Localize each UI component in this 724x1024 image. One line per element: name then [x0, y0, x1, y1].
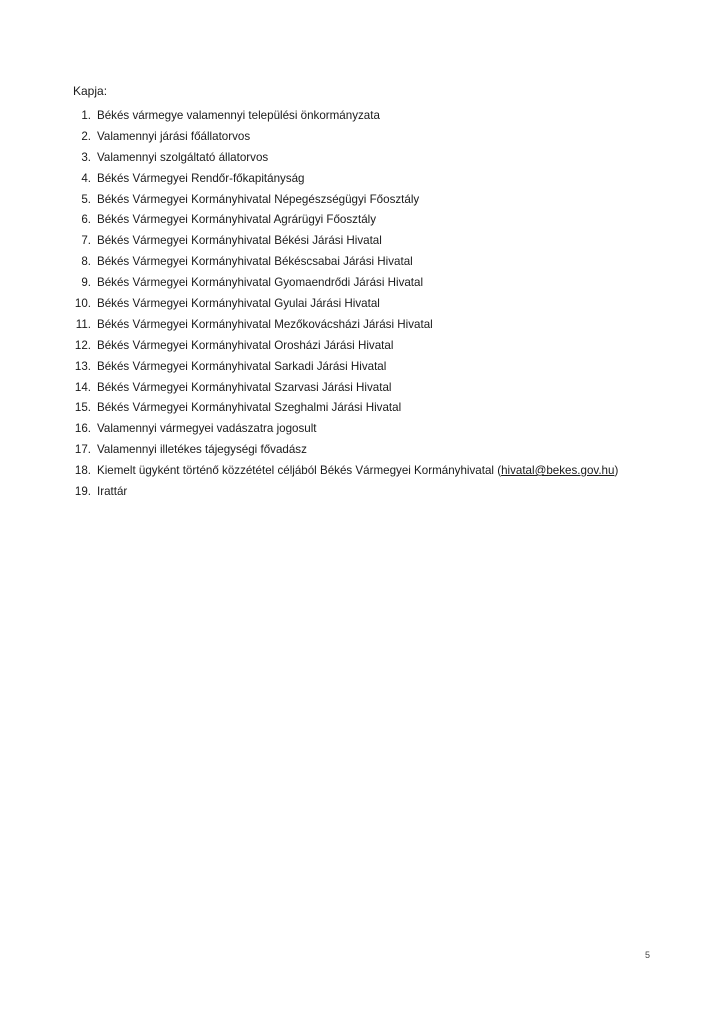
item-label: Irattár [97, 484, 128, 498]
item-text [97, 234, 382, 247]
item-number: 2. [81, 129, 91, 143]
item-number: 18. [74, 464, 91, 478]
item-text [97, 401, 401, 414]
recipient-item [67, 272, 618, 293]
item-label: Békés Vármegyei Kormányhivatal Békéscsabai Járási Hivatal [97, 255, 413, 269]
item-number: 9. [81, 276, 91, 290]
recipient-item [67, 230, 618, 251]
item-text [97, 276, 423, 289]
item-text [97, 381, 391, 394]
item-number: 10. [74, 296, 91, 310]
recipient-item [67, 314, 618, 335]
item-number: 7. [81, 234, 91, 248]
item-text [97, 485, 127, 498]
item-number: 14. [74, 380, 91, 394]
recipient-item [67, 251, 618, 272]
recipient-item [67, 105, 618, 126]
recipient-item [67, 356, 618, 377]
item-number: 13. [74, 359, 91, 373]
item-label: Békés Vármegyei Rendőr-főkapitányság [97, 171, 305, 185]
item-label: Valamennyi szolgáltató állatorvos [97, 150, 269, 164]
recipient-list [67, 105, 618, 502]
recipient-item [67, 147, 618, 168]
recipient-item [67, 418, 618, 439]
item-number: 8. [81, 255, 91, 269]
item-number: 6. [81, 213, 91, 227]
recipient-item [67, 481, 618, 502]
item-text [97, 464, 618, 477]
recipient-item [67, 460, 618, 481]
recipient-item [67, 439, 618, 460]
item-label: Békés Vármegyei Kormányhivatal Agrárügyi Főosztály [97, 213, 377, 227]
item-label: Békés Vármegyei Kormányhivatal Gyulai Járási Hivatal [97, 296, 380, 310]
item-number: 11. [75, 317, 91, 331]
item-text [97, 130, 250, 143]
item-label: Békés vármegye valamennyi települési önkormányzata [97, 108, 380, 122]
item-label: Békés Vármegyei Kormányhivatal Szarvasi Járási Hivatal [97, 380, 392, 394]
item-label: Békés Vármegyei Kormányhivatal Mezőkovácsházi Járási Hivatal [97, 317, 433, 331]
page-number: 5 [645, 950, 651, 960]
item-label: Békés Vármegyei Kormányhivatal Szeghalmi Járási Hivatal [97, 401, 402, 415]
item-text [97, 193, 419, 206]
recipient-item [67, 126, 618, 147]
item-label: Békés Vármegyei Kormányhivatal Békési Járási Hivatal [97, 234, 382, 248]
item-text [97, 360, 386, 373]
item-text [97, 255, 413, 268]
item-label: Békés Vármegyei Kormányhivatal Népegészségügyi Főosztály [97, 192, 420, 206]
recipient-item [67, 397, 618, 418]
recipient-item [67, 293, 618, 314]
item-number: 1. [81, 108, 91, 122]
item-number: 12. [74, 338, 91, 352]
recipient-item [67, 209, 618, 230]
item-text [97, 443, 307, 456]
item-number: 4. [81, 171, 91, 185]
item-text [97, 297, 380, 310]
item-text [97, 213, 376, 226]
distribution-heading: Kapja: [73, 84, 108, 98]
recipient-item [67, 377, 618, 398]
item-text [97, 339, 393, 352]
email-link[interactable]: hivatal@bekes.gov.hu [501, 464, 615, 478]
item-number: 15. [74, 401, 91, 415]
item-text [97, 422, 317, 435]
item-label: Kiemelt ügyként történő közzététel céljából Békés Vármegyei Kormányhivatal ( [97, 464, 502, 478]
item-text [97, 318, 433, 331]
item-label: Valamennyi vármegyei vadászatra jogosult [97, 422, 317, 436]
item-number: 5. [81, 192, 91, 206]
item-label: Békés Vármegyei Kormányhivatal Sarkadi Járási Hivatal [97, 359, 387, 373]
item-label: Valamennyi illetékes tájegységi fővadász [97, 443, 307, 457]
item-text [97, 172, 305, 185]
item-number: 3. [81, 150, 91, 164]
item-text [97, 109, 380, 122]
recipient-item [67, 168, 618, 189]
item-number: 16. [74, 422, 91, 436]
item-label: Békés Vármegyei Kormányhivatal Gyomaendrődi Járási Hivatal [97, 276, 424, 290]
item-number: 19. [74, 484, 91, 498]
item-label: Valamennyi járási főállatorvos [97, 129, 251, 143]
recipient-item [67, 335, 618, 356]
item-label-suffix: ) [614, 464, 619, 478]
item-text [97, 151, 268, 164]
recipient-item [67, 189, 618, 210]
item-number: 17. [74, 443, 91, 457]
item-label: Békés Vármegyei Kormányhivatal Orosházi Járási Hivatal [97, 338, 394, 352]
